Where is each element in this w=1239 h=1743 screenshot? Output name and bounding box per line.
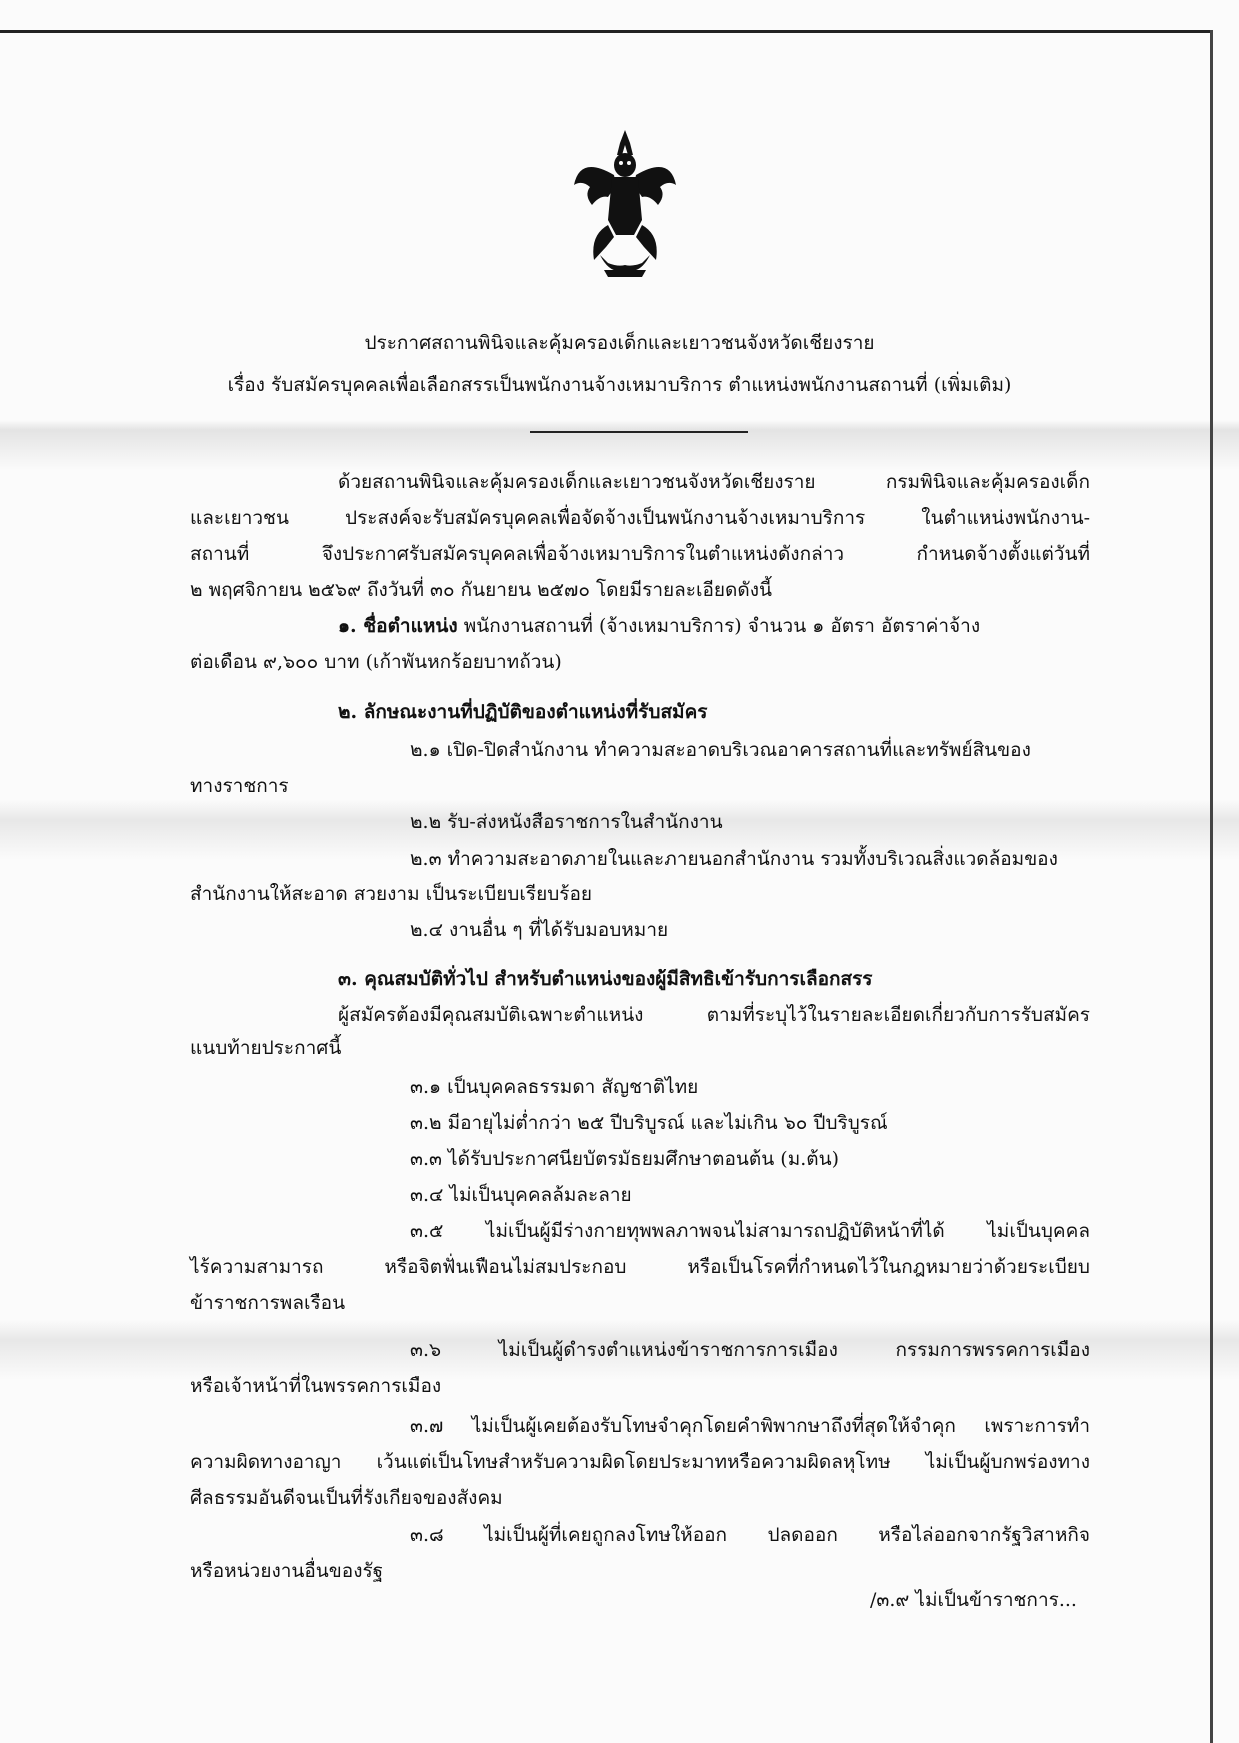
section-3-item-8: ๓.๘ ไม่เป็นผู้ที่เคยถูกลงโทษให้ออก ปลดออก หรือไล่ออกจากรัฐวิสาหกิจ	[410, 1524, 1090, 1546]
section-1-heading: ๑. ชื่อตำแหน่ง	[338, 615, 458, 637]
section-2-heading: ๒. ลักษณะงานที่ปฏิบัติของตำแหน่งที่รับสมัคร	[338, 701, 708, 723]
section-3-item-5: ๓.๕ ไม่เป็นผู้มีร่างกายทุพพลภาพจนไม่สามารถปฏิบัติหน้าที่ได้ ไม่เป็นบุคคล	[410, 1220, 1090, 1242]
separator-line	[530, 431, 748, 433]
top-border	[0, 30, 1210, 33]
section-3-item-1: ๓.๑ เป็นบุคคลธรรมดา สัญชาติไทย	[410, 1076, 699, 1098]
section-2-item-2: ๒.๒ รับ-ส่งหนังสือราชการในสำนักงาน	[410, 811, 723, 833]
section-2-item-1-cont: ทางราชการ	[190, 775, 289, 797]
section-1-text: พนักงานสถานที่ (จ้างเหมาบริการ) จำนวน ๑ อัตรา อัตราค่าจ้าง	[463, 615, 981, 637]
section-2-item-1: ๒.๑ เปิด-ปิดสำนักงาน ทำความสะอาดบริเวณอาคารสถานที่และทรัพย์สินของ	[410, 739, 1031, 761]
section-3-item-5-cont-1: ไร้ความสามารถ หรือจิตฟั่นเฟือนไม่สมประกอบ หรือเป็นโรคที่กำหนดไว้ในกฎหมายว่าด้วยระเบียบ	[190, 1256, 1090, 1278]
section-3-item-6-cont: หรือเจ้าหน้าที่ในพรรคการเมือง	[190, 1375, 442, 1397]
section-3-item-5-cont-2: ข้าราชการพลเรือน	[190, 1292, 346, 1314]
section-3-para-1: ผู้สมัครต้องมีคุณสมบัติเฉพาะตำแหน่ง ตามที่ระบุไว้ในรายละเอียดเกี่ยวกับการรับสมัคร	[338, 1004, 1090, 1026]
section-3-para-2: แนบท้ายประกาศนี้	[190, 1037, 342, 1059]
section-3-item-4: ๓.๔ ไม่เป็นบุคคลล้มละลาย	[410, 1184, 632, 1206]
section-3-item-7: ๓.๗ ไม่เป็นผู้เคยต้องรับโทษจำคุกโดยคำพิพากษาถึงที่สุดให้จำคุก เพราะการทำ	[410, 1415, 1090, 1437]
section-1-line-2: ต่อเดือน ๙,๖๐๐ บาท (เก้าพันหกร้อยบาทถ้วน)	[190, 651, 562, 673]
garuda-emblem-icon	[570, 125, 680, 285]
section-2-item-4: ๒.๔ งานอื่น ๆ ที่ได้รับมอบหมาย	[410, 919, 669, 941]
continuation-note: /๓.๙ ไม่เป็นข้าราชการ...	[870, 1589, 1077, 1611]
section-2-item-3: ๒.๓ ทำความสะอาดภายในและภายนอกสำนักงาน รวมทั้งบริเวณสิ่งแวดล้อมของ	[410, 848, 1058, 870]
section-1-line-1	[338, 614, 1090, 638]
section-3-item-6: ๓.๖ ไม่เป็นผู้ดำรงตำแหน่งข้าราชการการเมือง กรรมการพรรคการเมือง	[410, 1339, 1090, 1361]
section-3-item-3: ๓.๓ ได้รับประกาศนียบัตรมัธยมศึกษาตอนต้น (ม.ต้น)	[410, 1148, 840, 1170]
section-2-item-3-cont: สำนักงานให้สะอาด สวยงาม เป็นระเบียบเรียบร้อย	[190, 883, 593, 905]
intro-line-1: ด้วยสถานพินิจและคุ้มครองเด็กและเยาวชนจังหวัดเชียงราย กรมพินิจและคุ้มครองเด็ก	[338, 471, 1090, 493]
section-3-item-2: ๓.๒ มีอายุไม่ต่ำกว่า ๒๕ ปีบริบูรณ์ และไม่เกิน ๖๐ ปีบริบูรณ์	[410, 1112, 888, 1134]
right-border	[1210, 30, 1213, 1743]
section-3-item-7-cont-2: ศีลธรรมอันดีจนเป็นที่รังเกียจของสังคม	[190, 1487, 503, 1509]
intro-line-4: ๒ พฤศจิกายน ๒๕๖๙ ถึงวันที่ ๓๐ กันยายน ๒๕๗๐ โดยมีรายละเอียดดังนี้	[190, 579, 772, 601]
announcement-title: ประกาศสถานพินิจและคุ้มครองเด็กและเยาวชนจังหวัดเชียงราย	[364, 332, 875, 354]
section-3-item-7-cont-1: ความผิดทางอาญา เว้นแต่เป็นโทษสำหรับความผิดโดยประมาทหรือความผิดลหุโทษ ไม่เป็นผู้บกพร่องทาง	[190, 1451, 1090, 1473]
section-3-heading: ๓. คุณสมบัติทั่วไป สำหรับตำแหน่งของผู้มีสิทธิเข้ารับการเลือกสรร	[338, 968, 873, 990]
intro-line-2: และเยาวชน ประสงค์จะรับสมัครบุคคลเพื่อจัดจ้างเป็นพนักงานจ้างเหมาบริการ ในตำแหน่งพนักงาน-	[190, 507, 1090, 529]
section-3-item-8-cont: หรือหน่วยงานอื่นของรัฐ	[190, 1560, 384, 1582]
intro-line-3: สถานที่ จึงประกาศรับสมัครบุคคลเพื่อจ้างเหมาบริการในตำแหน่งดังกล่าว กำหนดจ้างตั้งแต่วันที่	[190, 543, 1090, 565]
announcement-subject: เรื่อง รับสมัครบุคคลเพื่อเลือกสรรเป็นพนักงานจ้างเหมาบริการ ตำแหน่งพนักงานสถานที่ (เพิ่มเติม)	[227, 374, 1012, 396]
